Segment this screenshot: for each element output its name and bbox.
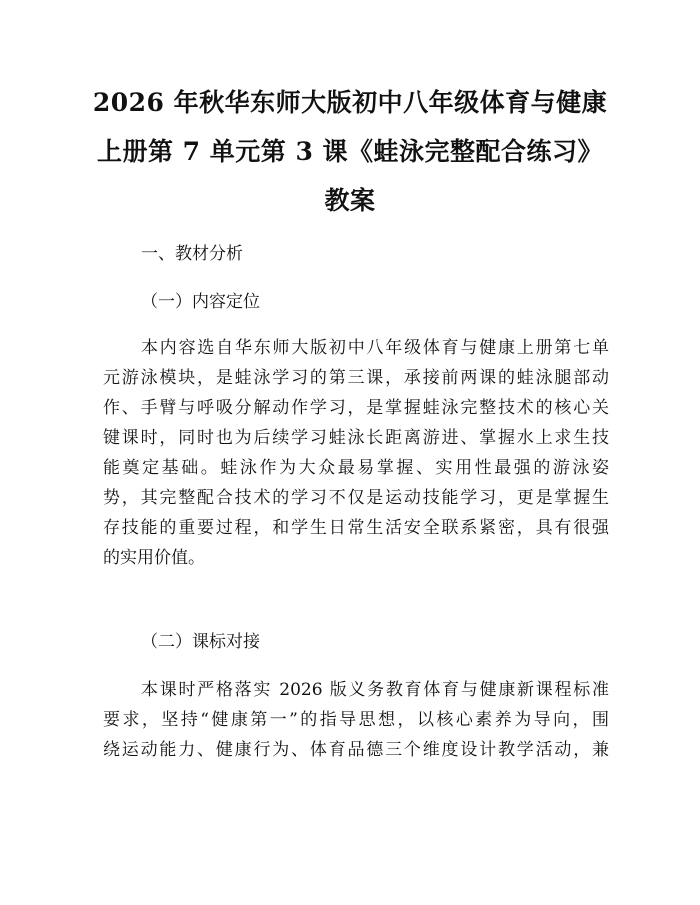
paragraph-line: 势，其完整配合技术的学习不仅是运动技能学习，更是掌握生 bbox=[103, 488, 609, 508]
title-line-3: 教案 bbox=[324, 186, 376, 215]
title-line-2: 上册第 7 单元第 3 课《蛙泳完整配合练习》 bbox=[96, 137, 604, 166]
paragraph-line: 本课时严格落实 2026 版义务教育体育与健康新课程标准 bbox=[141, 680, 609, 700]
subsection-heading-curriculum-alignment: （二）课标对接 bbox=[141, 632, 260, 652]
paragraph-line: 键课时，同时也为后续学习蛙泳长距离游进、掌握水上求生技 bbox=[103, 428, 609, 448]
paragraph-line: 作、手臂与呼吸分解动作学习，是掌握蛙泳完整技术的核心关 bbox=[103, 398, 609, 418]
section-heading-teaching-material-analysis: 一、教材分析 bbox=[141, 244, 243, 264]
paragraph-content-positioning bbox=[103, 333, 609, 573]
paragraph-curriculum-alignment bbox=[103, 675, 609, 765]
title-line-1: 2026 年秋华东师大版初中八年级体育与健康 bbox=[92, 88, 608, 117]
document-title bbox=[70, 78, 630, 225]
paragraph-line: 绕运动能力、健康行为、体育品德三个维度设计教学活动，兼 bbox=[103, 740, 609, 760]
paragraph-line: 存技能的重要过程，和学生日常生活安全联系紧密，具有很强 bbox=[103, 518, 609, 538]
paragraph-line: 的实用价值。 bbox=[103, 548, 205, 568]
paragraph-line: 元游泳模块，是蛙泳学习的第三课，承接前两课的蛙泳腿部动 bbox=[103, 368, 609, 388]
subsection-heading-content-positioning: （一）内容定位 bbox=[141, 292, 260, 312]
paragraph-line: 本内容选自华东师大版初中八年级体育与健康上册第七单 bbox=[141, 338, 609, 358]
paragraph-line: 能奠定基础。蛙泳作为大众最易掌握、实用性最强的游泳姿 bbox=[103, 458, 609, 478]
paragraph-line: 要求，坚持“健康第一”的指导思想，以核心素养为导向，围 bbox=[103, 710, 609, 730]
